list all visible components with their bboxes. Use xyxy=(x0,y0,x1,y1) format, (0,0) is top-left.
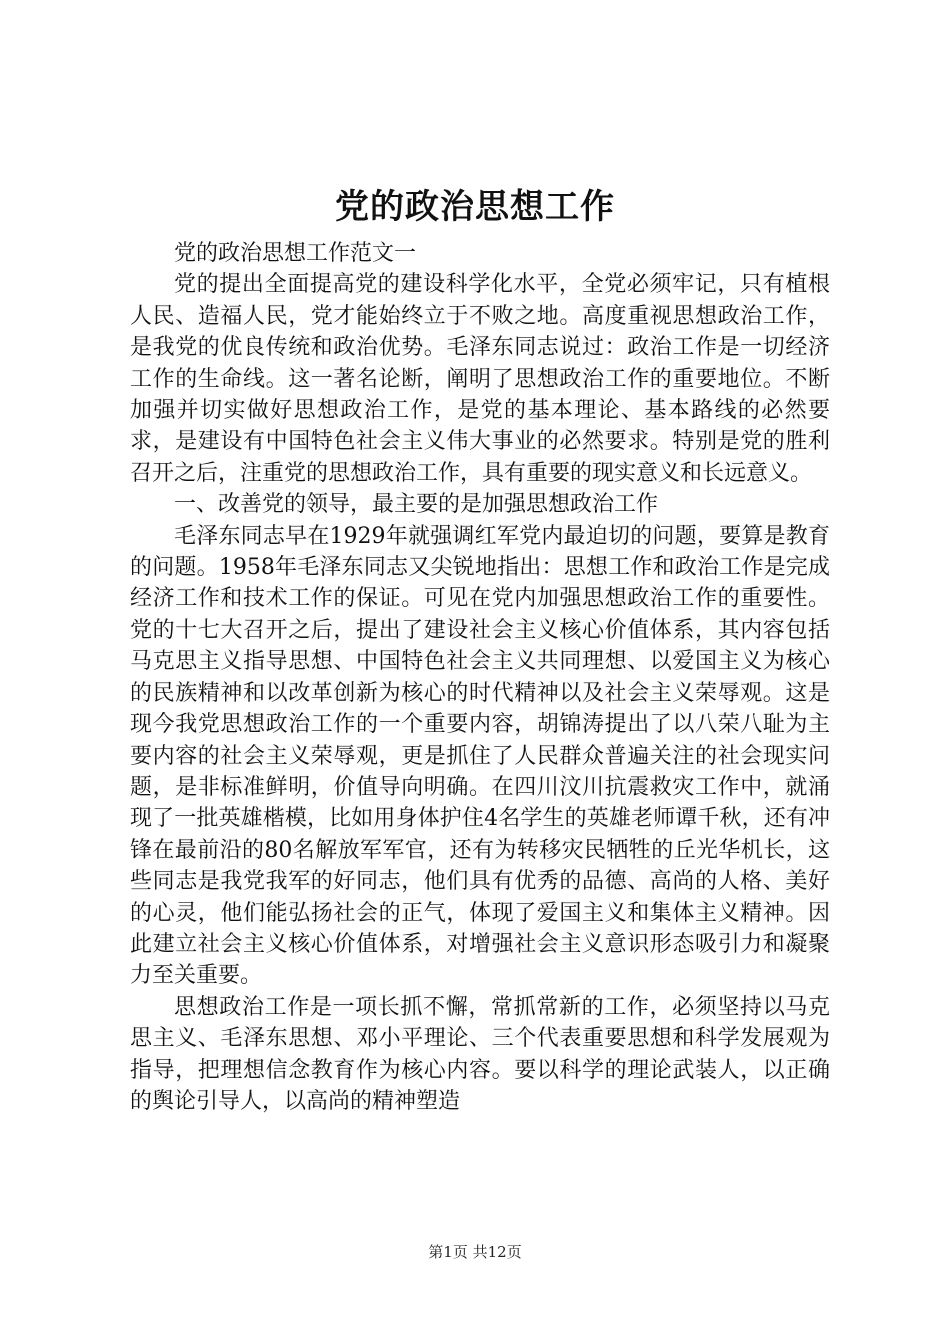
page-footer: 第1页 共12页 xyxy=(428,1243,522,1261)
paragraph: 党的提出全面提高党的建设科学化水平，全党必须牢记，只有植根人民、造福人民，党才能始终立于不败之地。高度重视思想政治工作，是我党的优良传统和政治优势。毛泽东同志说过：政治工作是一切经济工作的生命线。这一著名论断，阐明了思想政治工作的重要地位。不断加强并切实做好思想政治工作，是党的基本理论、基本路线的必然要求，是建设有中国特色社会主义伟大事业的必然要求。特别是党的胜利召开之后，注重党的思想政治工作，具有重要的现实意义和长远意义。 xyxy=(130,272,830,486)
section-heading: 党的政治思想工作范文一 xyxy=(174,241,417,266)
paragraph: 思想政治工作是一项长抓不懈，常抓常新的工作，必须坚持以马克思主义、毛泽东思想、邓小平理论、三个代表重要思想和科学发展观为指导，把理想信念教育作为核心内容。要以科学的理论武装人，以正确的舆论引导人，以高尚的精神塑造 xyxy=(130,994,830,1114)
paragraph: 毛泽东同志早在1929年就强调红军党内最迫切的问题，要算是教育的问题。1958年毛泽东同志又尖锐地指出：思想工作和政治工作是完成经济工作和技术工作的保证。可见在党内加强思想政治工作的重要性。党的十七大召开之后，提出了建设社会主义核心价值体系，其内容包括马克思主义指导思想、中国特色社会主义共同理想、以爱国主义为核心的民族精神和以改革创新为核心的时代精神以及社会主义荣辱观。这是现今我党思想政治工作的一个重要内容，胡锦涛提出了以八荣八耻为主要内容的社会主义荣辱观，更是抓住了人民群众普遍关注的社会现实问题，是非标准鲜明，价值导向明确。在四川汶川抗震救灾工作中，就涌现了一批英雄楷模，比如用身体护住4名学生的英雄老师谭千秋，还有冲锋在最前沿的80名解放军军官，还有为转移灾民牺牲的丘光华机长，这些同志是我党我军的好同志，他们具有优秀的品德、高尚的人格、美好的心灵，他们能弘扬社会的正气，体现了爱国主义和集体主义精神。因此建立社会主义核心价值体系，对增强社会主义意识形态吸引力和凝聚力至关重要。 xyxy=(130,523,830,989)
document-body xyxy=(130,238,830,1117)
document-title: 党的政治思想工作 xyxy=(335,187,615,227)
subheading: 一、改善党的领导，最主要的是加强思想政治工作 xyxy=(174,492,659,518)
